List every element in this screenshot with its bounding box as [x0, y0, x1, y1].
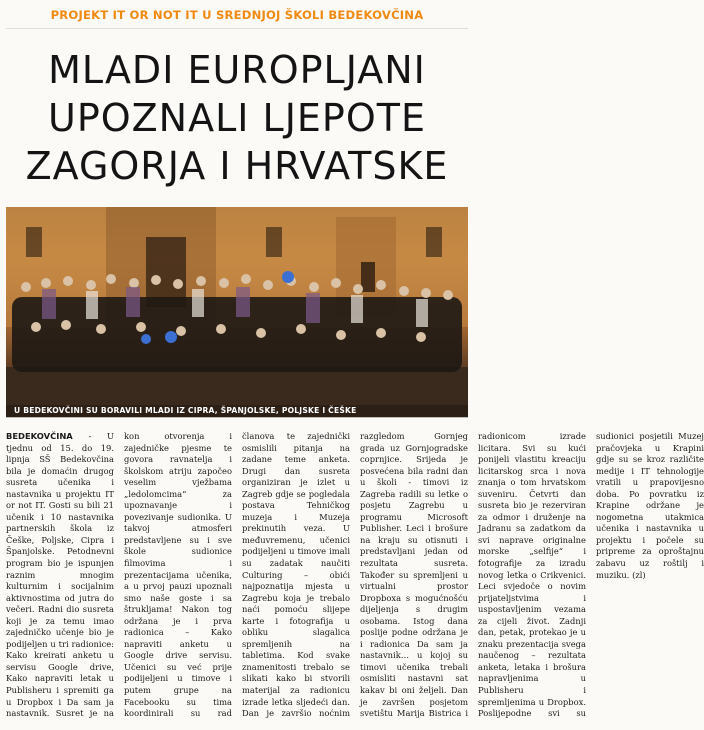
kicker-divider [6, 28, 468, 29]
headline-line-3: ZAGORJA I HRVATSKE [25, 144, 449, 188]
article-headline [6, 46, 468, 190]
article-kicker: PROJEKT IT OR NOT IT U SREDNJOJ ŠKOLI BEDEKOVČINA [50, 8, 424, 22]
photo-caption-text: U BEDEKOVČINI SU BORAVILI MLADI IZ CIPRA, ŠPANJOLSKE, POLJSKE I ČEŠKE [14, 406, 357, 415]
article-paragraph [6, 431, 704, 728]
article-body [6, 431, 704, 728]
article-body-text: - U tjednu od 15. do 19. lipnja SŠ Bedekovčina bila je domaćin drugog susreta učenika i nastavnika u projektu IT or not IT. Gosti su bili 21 učenik i 10 nastavnika partnerskih škola iz Češke, Poljske, Cipra i Španjolske. Petodnevni program bio je ispunjen raznim mnogim kulturnim i socijalnim aktivnostima od jutra do večeri. Radni dio susreta koji je za temu imao zajedničko učenje bio je podijeljen u tri radionice: Kako kreirati anketu u servisu Google drive, Kako napraviti letak u Publisheru i spremiti ga u Dropbox i Da sam ja nastavnik. Susret je na kon otvorenja i zajedničke pjesme te govora ravnatelja i školskom atriju započeo veselim vježbama „ledolomcima“ za upoznavanje i povezivanje sudionika. U takvoj atmosferi predstavljene su i sve škole sudionice filmovima i prezentacijama učenika, a u prvoj pauzi upoznali smo naše goste i sa štrukljama! Nakon tog održana je i prva radionica – Kako napraviti anketu u Google drive servisu. Učenici su već prije podijeljeni u timove i putem grupe na Facebooku su tima koordinirali su rad članova te zajednički osmislili pitanja na zadane teme anketa. Drugi dan susreta organiziran je izlet u Zagreb gdje se pogledala postava Tehničkog muzeja i Muzeja prekinutih veza. U međuvremenu, učenici podijeljeni u timove imali su zadatak naučiti Culturing – obići najpoznatija mjesta u Zagrebu koja je trebalo naći pomoću slijepe karte i fotografija u obliku slagalica spremljenih na tabletima. Kod svake znamenitosti trebalo se slikati kako bi stvorili materijal za radionicu izrade letka sljedeći dan. Dan je završio noćnim razgledom Gornjeg grada uz Gornjogradske coprnjice. Srijeda je posvećena bila radni dan u školi - timovi iz Zagreba radili su letke o posjetu Zagrebu u programu Microsoft Publisher. Leci i brošure na kraju su otisnuti i predstavljani jedan od rezultata susreta. Također su spremljeni u virtualni prostor Dropboxa s mogućnošću dijeljenja s drugim osobama. Istog dana poslije podne održana je i radionica Da sam ja nastavnik… u kojoj su timovi učenika trebali osmisliti nastavni sat kakav bi oni željeli. Dan je završen posjetom svetištu Marija Bistrica i radionicom izrade licitara. Svi su kući ponijeli vlastitu kreaciju licitarskog srca i nova znanja o tom hrvatskom suveniru. Četvrti dan susreta bio je rezerviran za odmor i druženje na Jadranu sa zadatkom da svi naprave originalne morske „selfije“ i fotografije za izradu novog letka o Crikvenici. Leci svjedoče o novim prijateljstvima i uspostavljenim vezama za cijeli život. Zadnji dan, petak, protekao je u znaku prezentacija svega naučenog – rezultata anketa, letaka i brošura napravljenima u Publisheru i spremljenima u Dropbox. Poslijepodne svi su sudionici posjetili Muzej pračovjeka u Krapini gdje su se kroz različite medije i IT tehnologije vratili u prapovijesno doba. Po povratku iz Krapine održane je nogometna utakmica učenika i nastavnika u projektu i počele su pripreme za oproštajnu zabavu uz roštilj i muziku. (zl) [6, 431, 704, 719]
photo-caption [6, 405, 468, 418]
headline-line-2: UPOZNALI LJEPOTE [48, 96, 426, 140]
group-photo [6, 207, 468, 417]
group-photo-illustration [6, 207, 468, 417]
headline-line-1: MLADI EUROPLJANI [48, 48, 426, 92]
article-dateline: BEDEKOVČINA [6, 431, 73, 441]
